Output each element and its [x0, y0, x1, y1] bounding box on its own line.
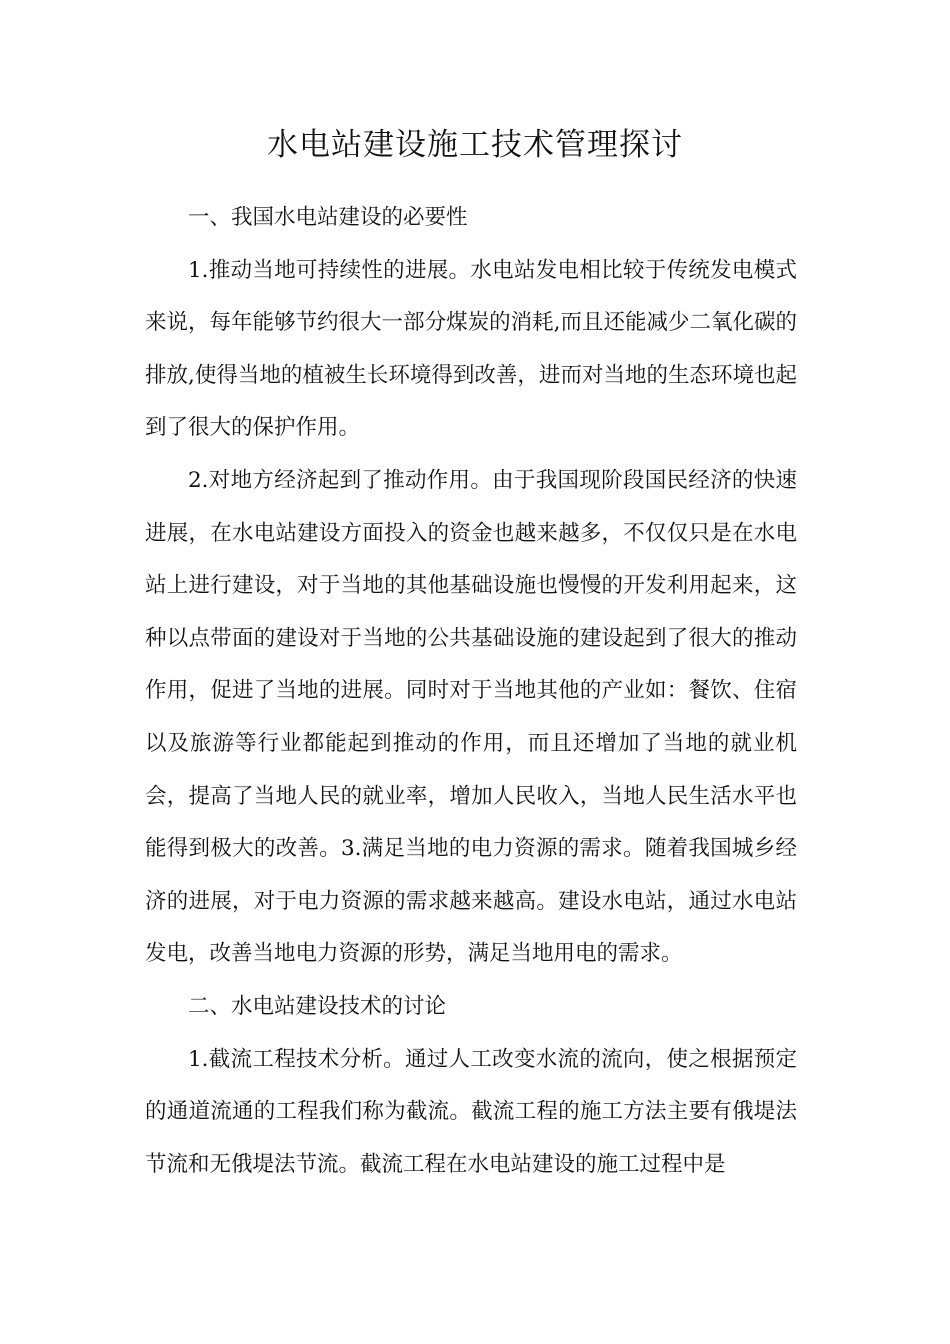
document-body — [145, 192, 797, 1191]
paragraph-3: 1.截流工程技术分析。通过人工改变水流的流向，使之根据预定的通道流通的工程我们称为截流。截流工程的施工方法主要有俄堤法节流和无俄堤法节流。截流工程在水电站建设的施工过程中是 — [145, 1046, 797, 1177]
paragraph-2: 2.对地方经济起到了推动作用。由于我国现阶段国民经济的快速进展，在水电站建设方面投入的资金也越来越多，不仅仅只是在水电站上进行建设，对于当地的其他基础设施也慢慢的开发利用起来，这种以点带面的建设对于当地的公共基础设施的建设起到了很大的推动作用，促进了当地的进展。同时对于当地其他的产业如：餐饮、住宿以及旅游等行业都能起到推动的作用，而且还增加了当地的就业机会，提高了当地人民的就业率，增加人民收入，当地人民生活水平也能得到极大的改善。3.满足当地的电力资源的需求。随着我国城乡经济的进展，对于电力资源的需求越来越高。建设水电站，通过水电站发电，改善当地电力资源的形势，满足当地用电的需求。 — [145, 467, 797, 967]
document-title: 水电站建设施工技术管理探讨 — [267, 127, 683, 163]
paragraph-1: 1.推动当地可持续性的进展。水电站发电相比较于传统发电模式来说，每年能够节约很大一部分煤炭的消耗,而且还能减少二氧化碳的排放,使得当地的植被生长环境得到改善，进而对当地的生态环境也起到了很大的保护作用。 — [145, 257, 797, 441]
section-heading-1: 一、我国水电站建设的必要性 — [188, 205, 468, 230]
section-heading-2: 二、水电站建设技术的讨论 — [188, 993, 447, 1019]
